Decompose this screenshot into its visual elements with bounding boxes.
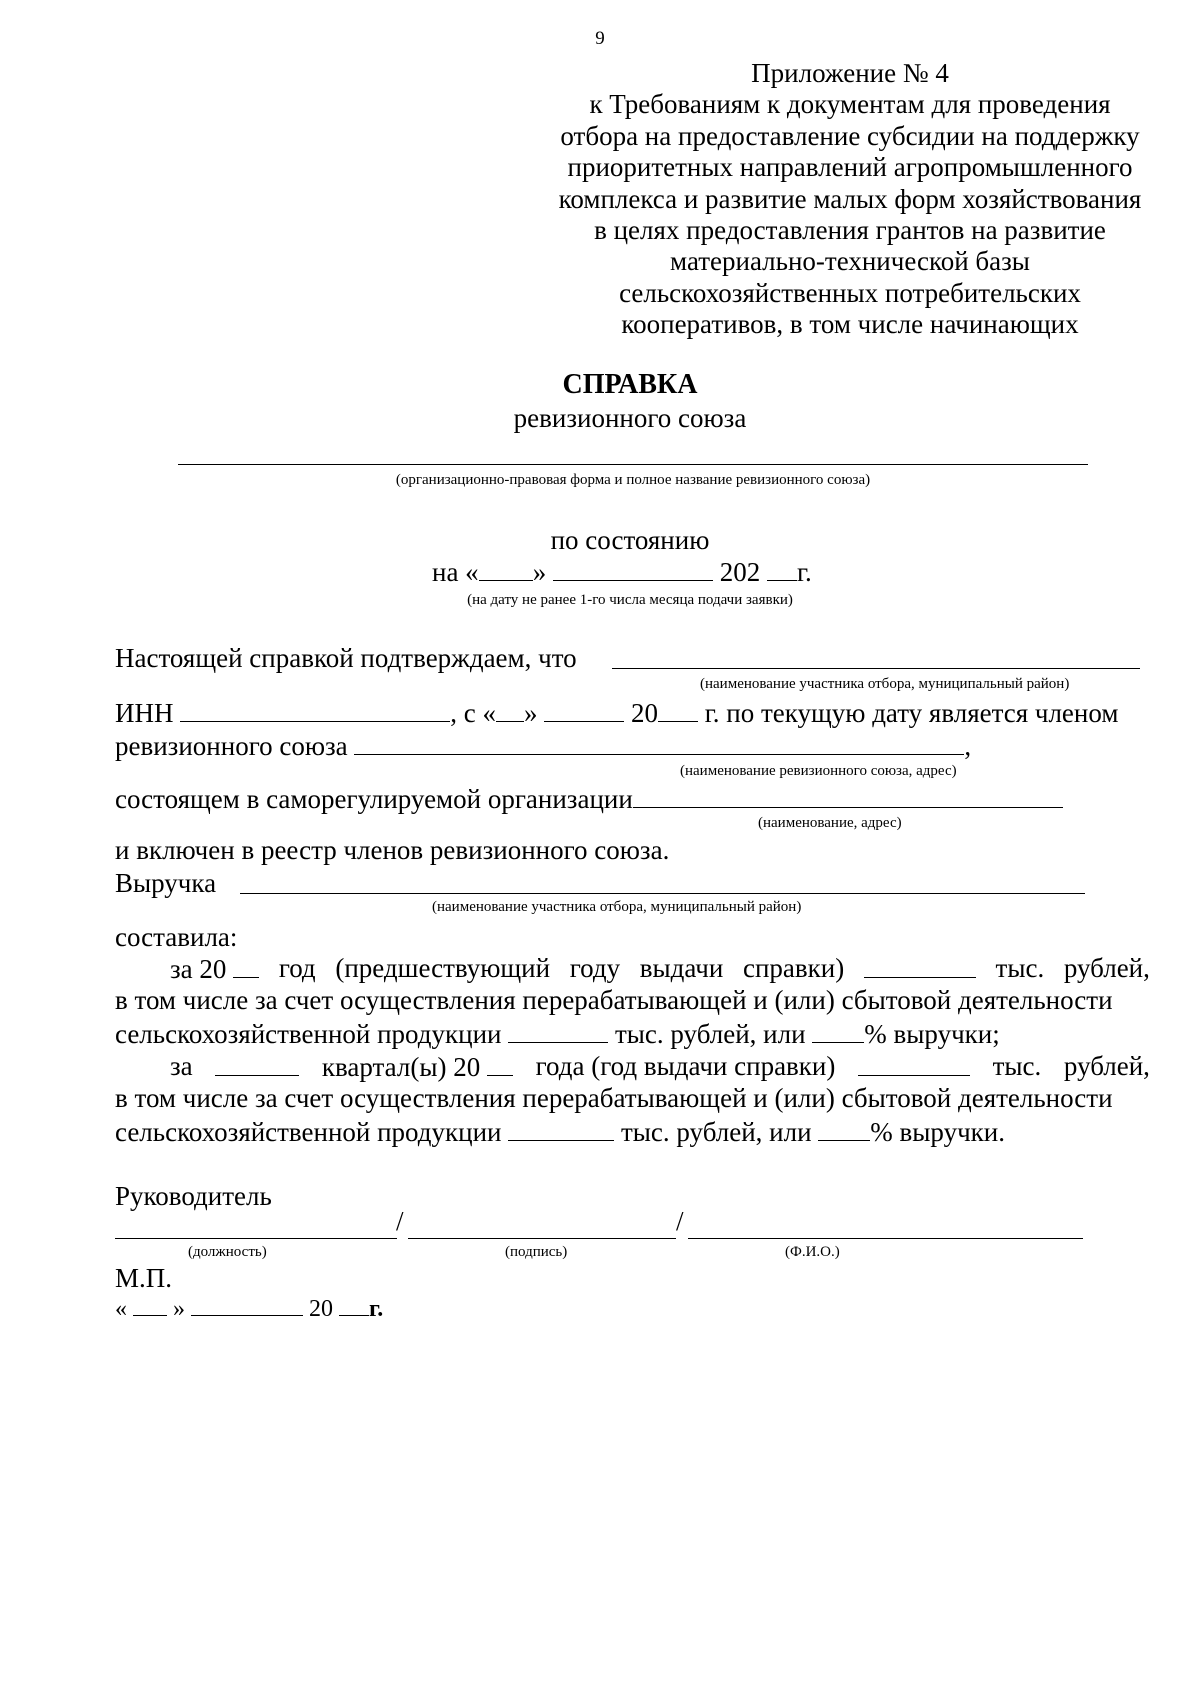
- union-text: ревизионного союза: [115, 731, 348, 761]
- prior-year-line: [170, 953, 1150, 985]
- sro-line: [115, 783, 1063, 815]
- p1-a: за 20: [170, 953, 259, 985]
- percent-revenue-2: % выручки.: [870, 1117, 1005, 1147]
- quarter-revenue-field[interactable]: [858, 1051, 970, 1076]
- appendix-line: в целях предоставления грантов на развитие: [594, 215, 1106, 246]
- p1-c: (предшествующий: [335, 953, 551, 983]
- date-line: [432, 556, 812, 588]
- position-field[interactable]: [115, 1238, 397, 1239]
- p1-h: рублей,: [1063, 953, 1150, 983]
- document-title: СПРАВКА: [562, 369, 698, 400]
- quarter-line: [170, 1051, 1150, 1083]
- since-text: , с «: [450, 698, 496, 728]
- percent-revenue-1: % выручки;: [864, 1019, 1000, 1049]
- processing-line-2: [115, 1083, 1150, 1114]
- signature-month-field[interactable]: [191, 1295, 303, 1316]
- date-prefix: на «: [432, 557, 479, 587]
- sro-field[interactable]: [633, 783, 1063, 808]
- date-year: 202: [719, 557, 761, 587]
- appendix-line: сельскохозяйственных потребительских: [619, 277, 1081, 308]
- p1-b: год: [278, 953, 316, 983]
- revenue-hint: (наименование участника отбора, муниципальный район): [432, 899, 802, 915]
- date-quote-close: »: [532, 557, 547, 587]
- appendix-line: отбора на предоставление субсидии на поддержку: [560, 120, 1140, 151]
- position-hint: (должность): [188, 1244, 267, 1260]
- member-text: г. по текущую дату является членом: [704, 698, 1119, 728]
- signature-date-line: [115, 1295, 383, 1323]
- p1-f: справки): [742, 953, 845, 983]
- date-hint: (на дату не ранее 1-го числа месяца подачи заявки): [467, 592, 793, 608]
- day-field[interactable]: [479, 556, 533, 581]
- appendix-heading: [500, 58, 1200, 341]
- prior-year-revenue-field[interactable]: [864, 953, 976, 978]
- agri-line-2: [115, 1116, 1005, 1148]
- signature-day-field[interactable]: [133, 1295, 167, 1316]
- union-name-field[interactable]: [354, 730, 964, 755]
- quarter-percent-field[interactable]: [818, 1116, 870, 1141]
- year-20: 20: [630, 698, 658, 728]
- date-suffix: г.: [796, 557, 812, 587]
- signature-field[interactable]: [408, 1238, 676, 1239]
- participant-field[interactable]: [612, 668, 1140, 669]
- appendix-line: кооперативов, в том числе начинающих: [621, 309, 1079, 340]
- full-name-field[interactable]: [688, 1238, 1083, 1239]
- date-open: «: [115, 1296, 127, 1322]
- since-day-field[interactable]: [496, 697, 524, 722]
- since-year-field[interactable]: [658, 697, 698, 722]
- since-month-field[interactable]: [544, 697, 624, 722]
- revenue-participant-field[interactable]: [240, 893, 1085, 894]
- union-hint: (наименование ревизионного союза, адрес): [680, 763, 957, 779]
- month-field[interactable]: [553, 556, 713, 581]
- org-name-field[interactable]: [178, 464, 1088, 465]
- signature-year-field[interactable]: [339, 1295, 369, 1316]
- slash-1: /: [396, 1206, 404, 1236]
- org-name-hint: (организационно-правовая форма и полное название ревизионного союза): [395, 472, 871, 488]
- agri-text: сельскохозяйственной продукции: [115, 1019, 502, 1049]
- prior-year-processing-field[interactable]: [508, 1018, 608, 1043]
- year-field[interactable]: [767, 556, 797, 581]
- document-subtitle: ревизионного союза: [513, 403, 747, 433]
- appendix-line: к Требованиям к документам для проведения: [589, 89, 1111, 120]
- quarter-year-field[interactable]: [487, 1051, 513, 1076]
- p1-d: году: [569, 953, 621, 983]
- prior-year-percent-field[interactable]: [812, 1018, 864, 1043]
- processing-text: в том числе за счет осуществления перерабатывающей и (или) сбытовой деятельности: [115, 1083, 1113, 1113]
- p2-e: рублей,: [1063, 1051, 1150, 1081]
- p1-e: выдачи: [639, 953, 724, 983]
- page-number: 9: [595, 28, 605, 49]
- appendix-line: приоритетных направлений агропромышленного: [567, 152, 1133, 183]
- appendix-line: комплекса и развитие малых форм хозяйствования: [558, 183, 1142, 214]
- p2-a: за: [170, 1051, 193, 1081]
- thousand-rub-or: тыс. рублей, или: [620, 1117, 812, 1147]
- processing-line-1: [115, 985, 1150, 1016]
- thousand-rub-or: тыс. рублей, или: [614, 1019, 806, 1049]
- slash-2: /: [676, 1206, 684, 1236]
- registry-text: и включен в реестр членов ревизионного союза.: [115, 835, 670, 865]
- participant-hint: (наименование участника отбора, муниципальный район): [700, 676, 1070, 692]
- revenue-label: Выручка: [115, 868, 217, 898]
- seal-label: М.П.: [115, 1263, 173, 1293]
- agri-line-1: [115, 1018, 1000, 1050]
- sro-hint: (наименование, адрес): [758, 815, 902, 831]
- p1-g: тыс.: [995, 953, 1045, 983]
- union-line: [115, 730, 971, 762]
- inn-label: ИНН: [115, 698, 174, 728]
- sro-text: состоящем в саморегулируемой организации: [115, 784, 633, 814]
- agri-text: сельскохозяйственной продукции: [115, 1117, 502, 1147]
- prior-year-field[interactable]: [233, 953, 259, 978]
- name-hint: (Ф.И.О.): [785, 1244, 840, 1260]
- head-label: Руководитель: [115, 1181, 272, 1211]
- appendix-line: материально-технической базы: [670, 246, 1030, 277]
- inn-field[interactable]: [180, 697, 450, 722]
- p2-b: квартал(ы) 20: [322, 1051, 513, 1083]
- amounted-text: составила:: [115, 922, 238, 952]
- union-comma: ,: [964, 731, 972, 761]
- signature-hint: (подпись): [505, 1244, 568, 1260]
- quarter-processing-field[interactable]: [508, 1116, 614, 1141]
- date-close: »: [173, 1296, 185, 1322]
- p2-c: года (год выдачи справки): [535, 1051, 836, 1081]
- appendix-title: Приложение № 4: [751, 58, 949, 88]
- p2-d: тыс.: [992, 1051, 1042, 1081]
- confirm-text: Настоящей справкой подтверждаем, что: [115, 643, 577, 673]
- inn-line: [115, 697, 1118, 729]
- as-of-label: по состоянию: [550, 525, 710, 555]
- quote-close: »: [523, 698, 538, 728]
- quarter-field[interactable]: [215, 1051, 299, 1076]
- processing-text: в том числе за счет осуществления перерабатывающей и (или) сбытовой деятельности: [115, 985, 1113, 1015]
- signature-year-suffix: г.: [369, 1296, 384, 1322]
- signature-year-20: 20: [309, 1296, 333, 1322]
